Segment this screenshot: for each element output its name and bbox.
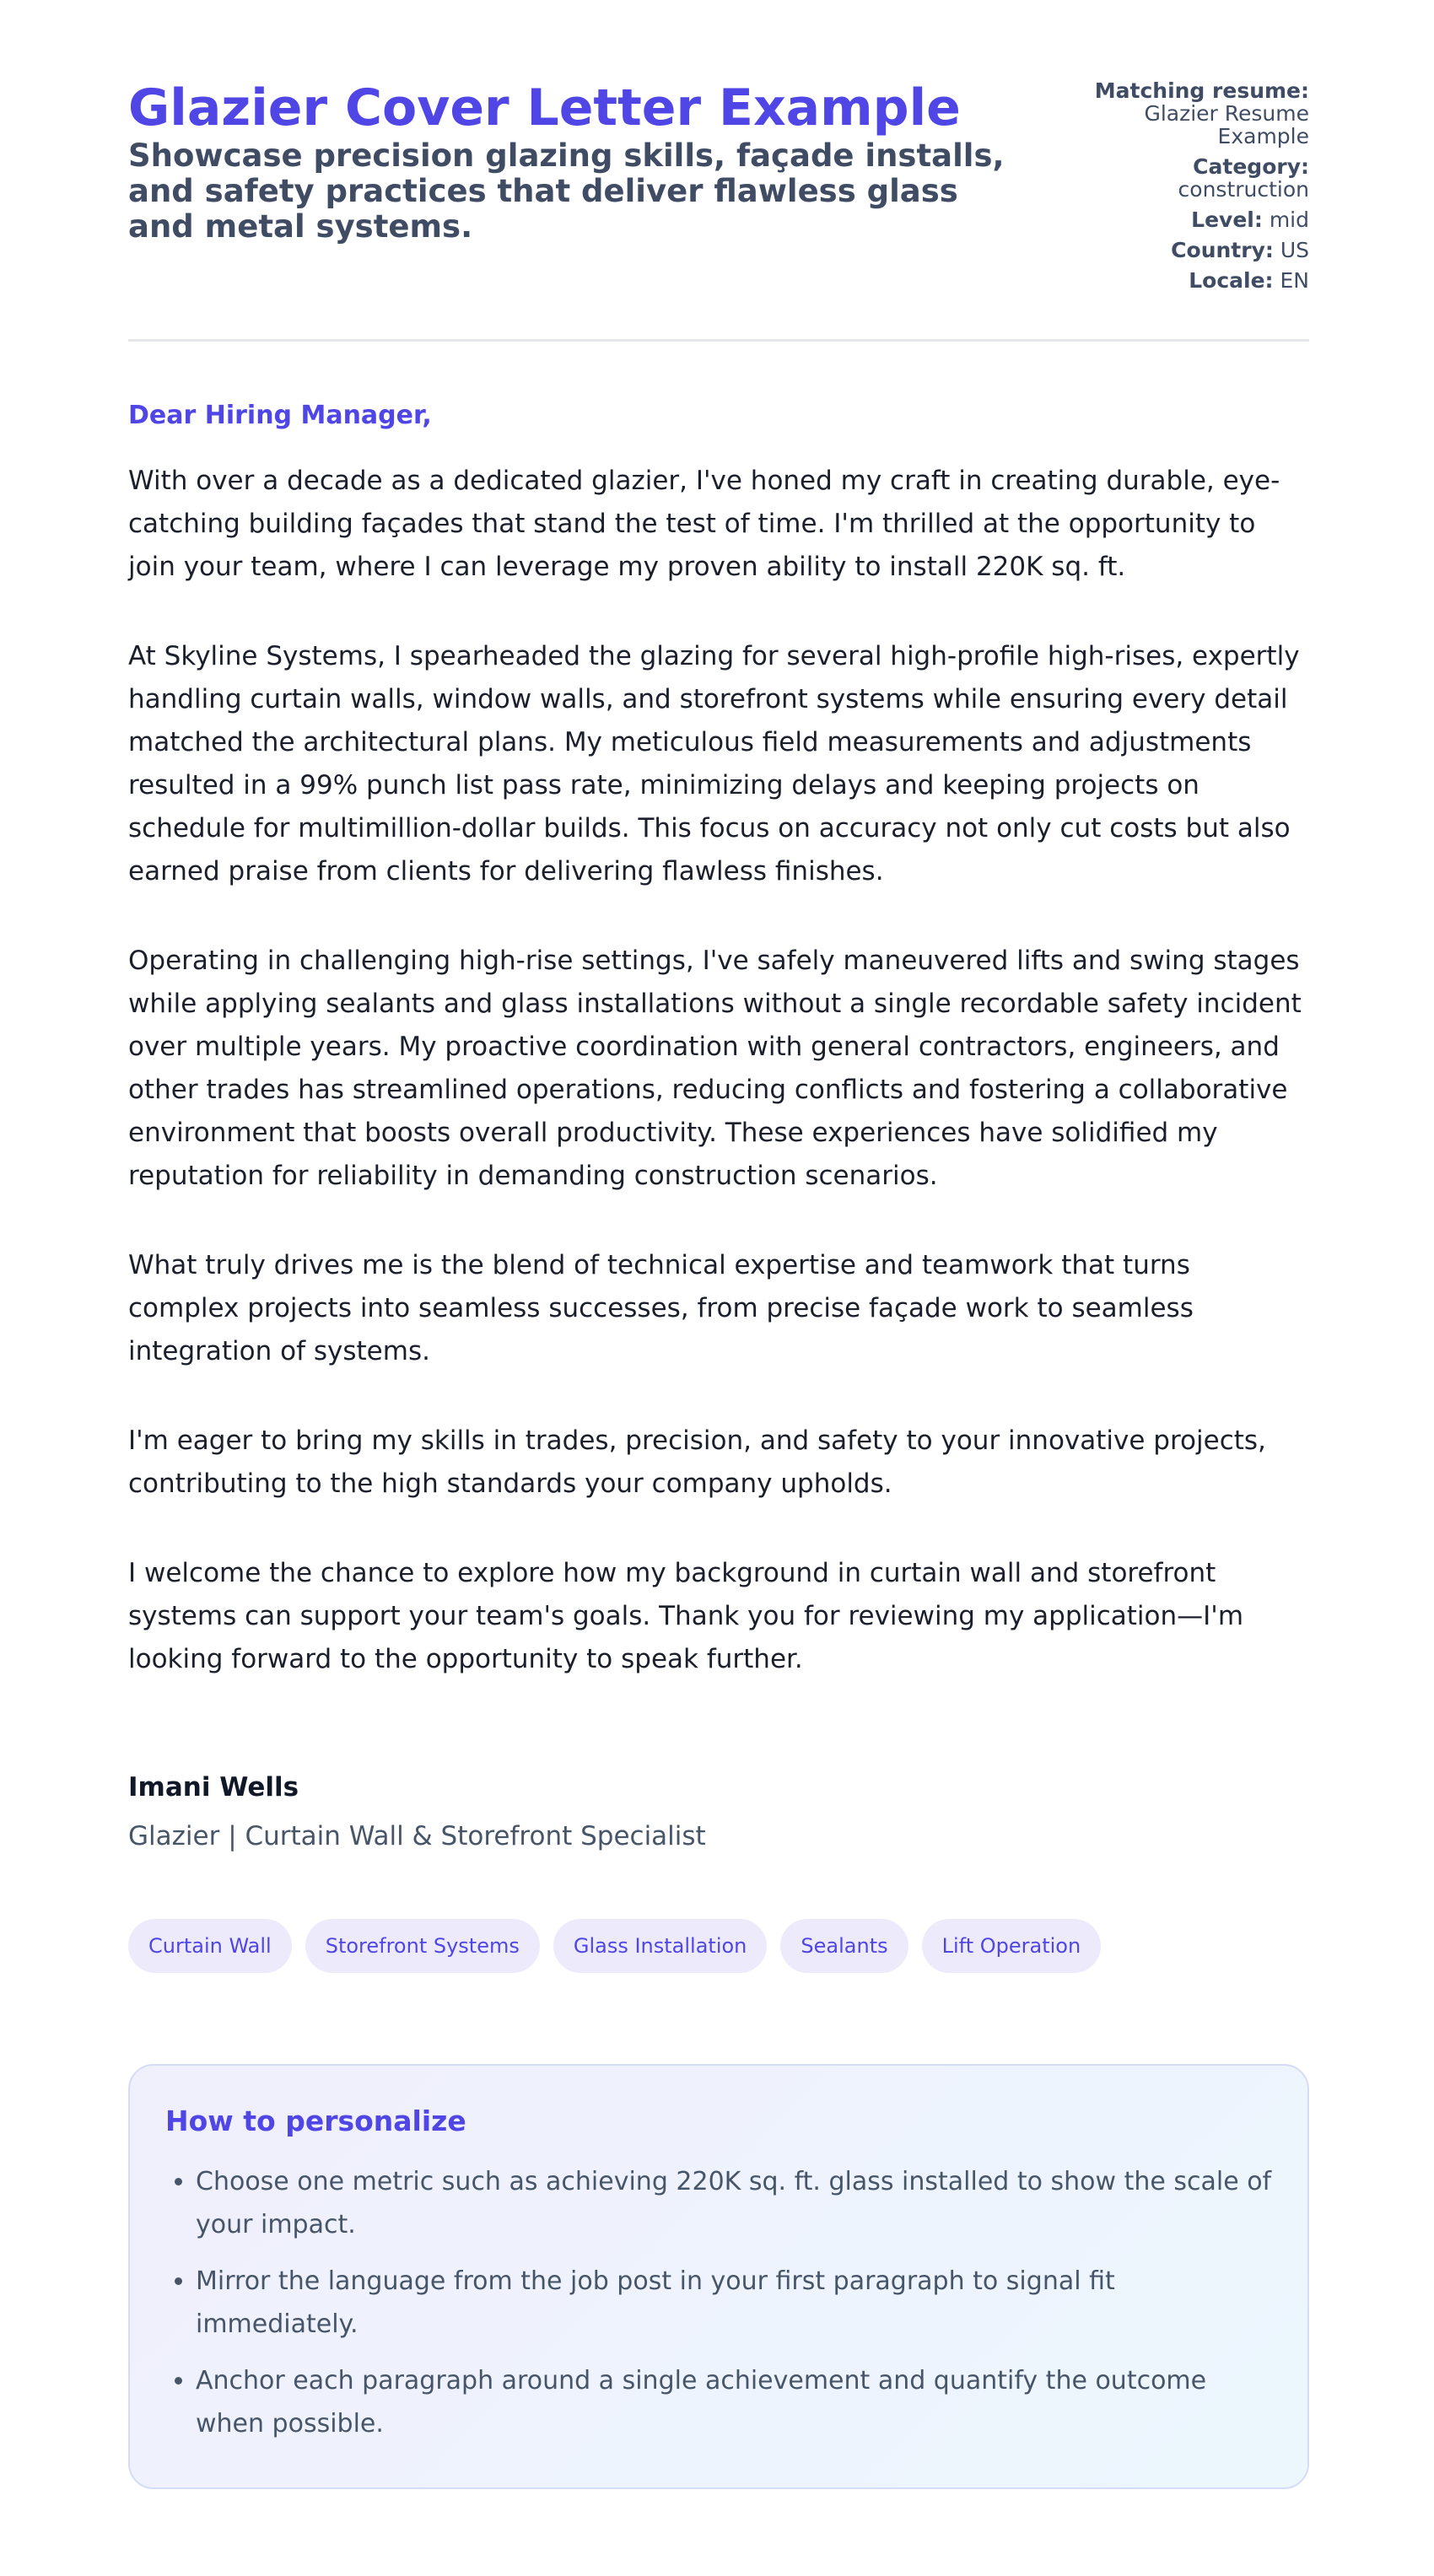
- meta-value: EN: [1280, 268, 1309, 293]
- skill-tag: Storefront Systems: [305, 1919, 540, 1973]
- meta-value: mid: [1269, 207, 1309, 232]
- page-header: [128, 0, 1309, 342]
- letter-paragraph: What truly drives me is the blend of technical expertise and teamwork that turns complex projects into seamless successes, from precise façade work to seamless integration of systems.: [128, 1250, 1194, 1366]
- meta-level: [1065, 208, 1309, 231]
- meta-label: Country:: [1171, 238, 1274, 262]
- meta-label: Locale:: [1189, 268, 1274, 293]
- title-block: [128, 78, 1022, 339]
- personalize-tips-box: [128, 2064, 1309, 2489]
- cover-letter-page: [128, 0, 1309, 2489]
- tip-item: • Mirror the language from the job post in your first paragraph to signal fit immediately.: [196, 2260, 1272, 2346]
- tips-heading: How to personalize: [165, 2104, 466, 2137]
- meta-value: US: [1280, 238, 1309, 262]
- skill-tag: Glass Installation: [553, 1919, 768, 1973]
- meta-category: [1065, 155, 1309, 201]
- matching-resume-link[interactable]: Glazier Resume Example: [1144, 101, 1309, 148]
- meta-label: Level:: [1191, 207, 1263, 232]
- tips-list: [165, 2160, 1272, 2445]
- tip-item: • Choose one metric such as achieving 220K sq. ft. glass installed to show the scale of your impact.: [196, 2160, 1272, 2246]
- signature-title: Glazier | Curtain Wall & Storefront Specialist: [128, 1821, 706, 1851]
- page-title: Glazier Cover Letter Example: [128, 78, 961, 137]
- skill-tag: Lift Operation: [922, 1919, 1102, 1973]
- meta-label: Matching resume:: [1094, 78, 1309, 103]
- skill-tag: Sealants: [780, 1919, 908, 1973]
- meta-value: construction: [1178, 177, 1309, 202]
- signature-name: Imani Wells: [128, 1772, 299, 1803]
- meta-panel: [1065, 78, 1309, 339]
- meta-matching-resume: [1065, 79, 1309, 148]
- letter-paragraph: I'm eager to bring my skills in trades, precision, and safety to your innovative projects, contributing to the high standards your company upholds.: [128, 1425, 1266, 1499]
- page-subtitle: Showcase precision glazing skills, façade installs, and safety practices that deliver flawless glass and metal systems.: [128, 137, 1005, 245]
- skill-tags: [128, 1919, 1309, 1973]
- meta-locale: [1065, 269, 1309, 292]
- letter-paragraph: At Skyline Systems, I spearheaded the glazing for several high-profile high-rises, expertly handling curtain walls, window walls, and storefront systems while ensuring every detail matched the architectural plans. My meticulous field measurements and adjustments resulted in a 99% punch list pass rate, minimizing delays and keeping projects on schedule for multimillion-dollar builds. This focus on accuracy not only cut costs but also earned praise from clients for delivering flawless finishes.: [128, 641, 1300, 887]
- skill-tag: Curtain Wall: [128, 1919, 292, 1973]
- letter-paragraph: With over a decade as a dedicated glazier, I've honed my craft in creating durable, eye-catching building façades that stand the test of time. I'm thrilled at the opportunity to join your team, where I can leverage my proven ability to install 220K sq. ft.: [128, 466, 1280, 582]
- meta-label: Category:: [1193, 154, 1309, 179]
- meta-country: [1065, 239, 1309, 261]
- greeting: Dear Hiring Manager,: [128, 401, 432, 430]
- tip-item: • Anchor each paragraph around a single achievement and quantify the outcome when possible.: [196, 2359, 1272, 2445]
- letter-paragraph: Operating in challenging high-rise settings, I've safely maneuvered lifts and swing stages while applying sealants and glass installations without a single recordable safety incident over multiple years. My proactive coordination with general contractors, engineers, and other trades has streamlined operations, reducing conflicts and fostering a collaborative environment that boosts overall productivity. These experiences have solidified my reputation for reliability in demanding construction scenarios.: [128, 946, 1302, 1191]
- letter-paragraph: I welcome the chance to explore how my background in curtain wall and storefront systems can support your team's goals. Thank you for reviewing my application—I'm looking forward to the opportunity to speak further.: [128, 1558, 1244, 1674]
